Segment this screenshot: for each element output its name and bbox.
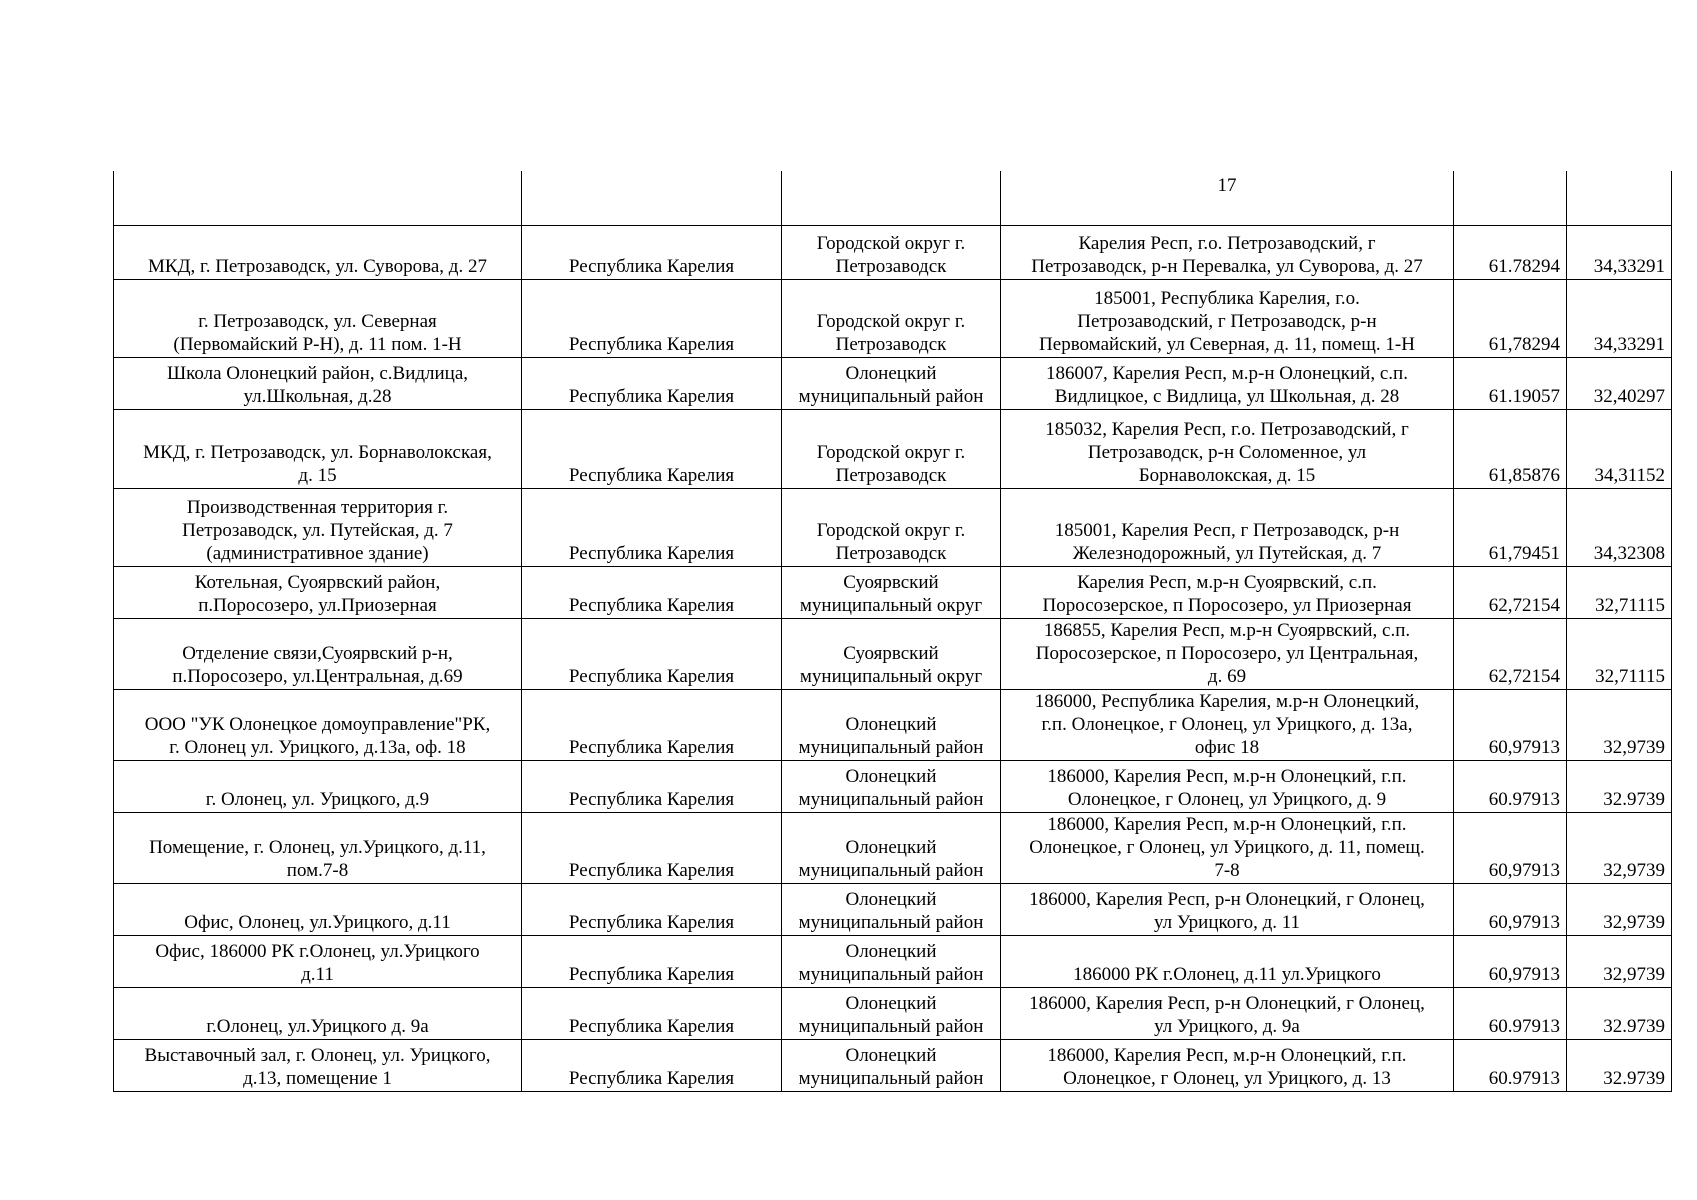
longitude-cell: 32.9739 bbox=[1567, 760, 1672, 812]
municipality-cell: Олонецкий муниципальный район bbox=[782, 987, 1001, 1039]
longitude-cell: 32,40297 bbox=[1567, 357, 1672, 409]
address-cell: 186000, Карелия Респ, р-н Олонецкий, г Олонец, ул Урицкого, д. 11 bbox=[1001, 883, 1454, 935]
table-row bbox=[114, 883, 1672, 935]
table-row bbox=[114, 279, 1672, 357]
latitude-cell: 60.97913 bbox=[1454, 760, 1567, 812]
table-row bbox=[114, 987, 1672, 1039]
table-row bbox=[114, 566, 1672, 618]
latitude-cell: 61.19057 bbox=[1454, 357, 1567, 409]
region-cell: Республика Карелия bbox=[522, 225, 782, 279]
municipality-cell: Городской округ г. Петрозаводск bbox=[782, 279, 1001, 357]
municipality-cell: Городской округ г. Петрозаводск bbox=[782, 409, 1001, 488]
region-cell: Республика Карелия bbox=[522, 566, 782, 618]
address-cell: Карелия Респ, м.р-н Суоярвский, с.п. Поросозерское, п Поросозеро, ул Приозерная bbox=[1001, 566, 1454, 618]
region-cell: Республика Карелия bbox=[522, 812, 782, 883]
region-cell: Республика Карелия bbox=[522, 689, 782, 760]
region-cell: Республика Карелия bbox=[522, 279, 782, 357]
address-cell: 186007, Карелия Респ, м.р-н Олонецкий, с.п. Видлицкое, с Видлица, ул Школьная, д. 28 bbox=[1001, 357, 1454, 409]
longitude-cell: 32,9739 bbox=[1567, 689, 1672, 760]
region-cell: Республика Карелия bbox=[522, 618, 782, 689]
region-cell: Республика Карелия bbox=[522, 935, 782, 987]
municipality-cell: Олонецкий муниципальный район bbox=[782, 689, 1001, 760]
municipality-cell: Суоярвский муниципальный округ bbox=[782, 618, 1001, 689]
longitude-cell: 34,33291 bbox=[1567, 279, 1672, 357]
table-row bbox=[114, 689, 1672, 760]
region-cell: Республика Карелия bbox=[522, 1039, 782, 1091]
object-name-cell: Котельная, Суоярвский район, п.Поросозеро, ул.Приозерная bbox=[114, 566, 522, 618]
page-number-cell-5 bbox=[1454, 171, 1567, 225]
page-number-cell-2 bbox=[522, 171, 782, 225]
latitude-cell: 61,85876 bbox=[1454, 409, 1567, 488]
latitude-cell: 60.97913 bbox=[1454, 1039, 1567, 1091]
longitude-cell: 32,71115 bbox=[1567, 618, 1672, 689]
region-cell: Республика Карелия bbox=[522, 883, 782, 935]
municipality-cell: Олонецкий муниципальный район bbox=[782, 935, 1001, 987]
latitude-cell: 61,78294 bbox=[1454, 279, 1567, 357]
object-name-cell: МКД, г. Петрозаводск, ул. Борнаволокская, д. 15 bbox=[114, 409, 522, 488]
address-cell: 186000, Карелия Респ, м.р-н Олонецкий, г.п. Олонецкое, г Олонец, ул Урицкого, д. 11, помещ. 7-8 bbox=[1001, 812, 1454, 883]
municipality-cell: Городской округ г. Петрозаводск bbox=[782, 225, 1001, 279]
address-cell: 185032, Карелия Респ, г.о. Петрозаводский, г Петрозаводск, р-н Соломенное, ул Борнаволокская, д. 15 bbox=[1001, 409, 1454, 488]
latitude-cell: 61,79451 bbox=[1454, 488, 1567, 566]
object-name-cell: ООО "УК Олонецкое домоуправление"РК, г. Олонец ул. Урицкого, д.13а, оф. 18 bbox=[114, 689, 522, 760]
object-name-cell: г. Петрозаводск, ул. Северная (Первомайский Р-Н), д. 11 пом. 1-Н bbox=[114, 279, 522, 357]
address-cell: 186855, Карелия Респ, м.р-н Суоярвский, с.п. Поросозерское, п Поросозеро, ул Центральная, д. 69 bbox=[1001, 618, 1454, 689]
latitude-cell: 60,97913 bbox=[1454, 812, 1567, 883]
address-cell: 186000, Карелия Респ, м.р-н Олонецкий, г.п. Олонецкое, г Олонец, ул Урицкого, д. 13 bbox=[1001, 1039, 1454, 1091]
address-cell: 185001, Карелия Респ, г Петрозаводск, р-н Железнодорожный, ул Путейская, д. 7 bbox=[1001, 488, 1454, 566]
page-number-cell-6 bbox=[1567, 171, 1672, 225]
longitude-cell: 34,33291 bbox=[1567, 225, 1672, 279]
table-row bbox=[114, 935, 1672, 987]
table-row bbox=[114, 812, 1672, 883]
municipality-cell: Олонецкий муниципальный район bbox=[782, 1039, 1001, 1091]
page-number: 17 bbox=[1001, 171, 1454, 225]
object-name-cell: Офис, Олонец, ул.Урицкого, д.11 bbox=[114, 883, 522, 935]
address-cell: 186000, Карелия Респ, р-н Олонецкий, г Олонец, ул Урицкого, д. 9а bbox=[1001, 987, 1454, 1039]
longitude-cell: 32,9739 bbox=[1567, 883, 1672, 935]
object-name-cell: Офис, 186000 РК г.Олонец, ул.Урицкого д.11 bbox=[114, 935, 522, 987]
municipality-cell: Городской округ г. Петрозаводск bbox=[782, 488, 1001, 566]
table-row bbox=[114, 488, 1672, 566]
address-cell: 185001, Республика Карелия, г.о. Петрозаводский, г Петрозаводск, р-н Первомайский, ул Северная, д. 11, помещ. 1-Н bbox=[1001, 279, 1454, 357]
latitude-cell: 62,72154 bbox=[1454, 566, 1567, 618]
table-body bbox=[114, 171, 1672, 1091]
latitude-cell: 60.97913 bbox=[1454, 987, 1567, 1039]
region-cell: Республика Карелия bbox=[522, 760, 782, 812]
address-cell: 186000 РК г.Олонец, д.11 ул.Урицкого bbox=[1001, 935, 1454, 987]
longitude-cell: 32,9739 bbox=[1567, 812, 1672, 883]
region-cell: Республика Карелия bbox=[522, 488, 782, 566]
municipality-cell: Олонецкий муниципальный район bbox=[782, 812, 1001, 883]
latitude-cell: 61.78294 bbox=[1454, 225, 1567, 279]
municipality-cell: Суоярвский муниципальный округ bbox=[782, 566, 1001, 618]
region-cell: Республика Карелия bbox=[522, 357, 782, 409]
latitude-cell: 60,97913 bbox=[1454, 935, 1567, 987]
address-cell: 186000, Республика Карелия, м.р-н Олонецкий, г.п. Олонецкое, г Олонец, ул Урицкого, д. 13а, офис 18 bbox=[1001, 689, 1454, 760]
latitude-cell: 62,72154 bbox=[1454, 618, 1567, 689]
table-row bbox=[114, 618, 1672, 689]
longitude-cell: 32.9739 bbox=[1567, 1039, 1672, 1091]
longitude-cell: 32,71115 bbox=[1567, 566, 1672, 618]
latitude-cell: 60,97913 bbox=[1454, 883, 1567, 935]
object-name-cell: Производственная территория г. Петрозаводск, ул. Путейская, д. 7 (административное здание) bbox=[114, 488, 522, 566]
page-number-row bbox=[114, 171, 1672, 225]
address-cell: 186000, Карелия Респ, м.р-н Олонецкий, г.п. Олонецкое, г Олонец, ул Урицкого, д. 9 bbox=[1001, 760, 1454, 812]
longitude-cell: 32.9739 bbox=[1567, 987, 1672, 1039]
municipality-cell: Олонецкий муниципальный район bbox=[782, 760, 1001, 812]
page-number-cell-1 bbox=[114, 171, 522, 225]
municipality-cell: Олонецкий муниципальный район bbox=[782, 357, 1001, 409]
longitude-cell: 32,9739 bbox=[1567, 935, 1672, 987]
object-name-cell: МКД, г. Петрозаводск, ул. Суворова, д. 27 bbox=[114, 225, 522, 279]
table-row bbox=[114, 760, 1672, 812]
table-row bbox=[114, 1039, 1672, 1091]
table-row bbox=[114, 409, 1672, 488]
longitude-cell: 34,32308 bbox=[1567, 488, 1672, 566]
object-name-cell: Выставочный зал, г. Олонец, ул. Урицкого, д.13, помещение 1 bbox=[114, 1039, 522, 1091]
object-name-cell: г.Олонец, ул.Урицкого д. 9а bbox=[114, 987, 522, 1039]
page-number-cell-3 bbox=[782, 171, 1001, 225]
table-row bbox=[114, 225, 1672, 279]
table-row bbox=[114, 357, 1672, 409]
longitude-cell: 34,31152 bbox=[1567, 409, 1672, 488]
object-name-cell: Школа Олонецкий район, с.Видлица, ул.Школьная, д.28 bbox=[114, 357, 522, 409]
region-cell: Республика Карелия bbox=[522, 987, 782, 1039]
object-name-cell: Отделение связи,Суоярвский р-н, п.Поросозеро, ул.Центральная, д.69 bbox=[114, 618, 522, 689]
address-cell: Карелия Респ, г.о. Петрозаводский, г Петрозаводск, р-н Перевалка, ул Суворова, д. 27 bbox=[1001, 225, 1454, 279]
object-name-cell: Помещение, г. Олонец, ул.Урицкого, д.11, пом.7-8 bbox=[114, 812, 522, 883]
object-name-cell: г. Олонец, ул. Урицкого, д.9 bbox=[114, 760, 522, 812]
latitude-cell: 60,97913 bbox=[1454, 689, 1567, 760]
municipality-cell: Олонецкий муниципальный район bbox=[782, 883, 1001, 935]
region-cell: Республика Карелия bbox=[522, 409, 782, 488]
locations-table bbox=[113, 171, 1672, 1092]
